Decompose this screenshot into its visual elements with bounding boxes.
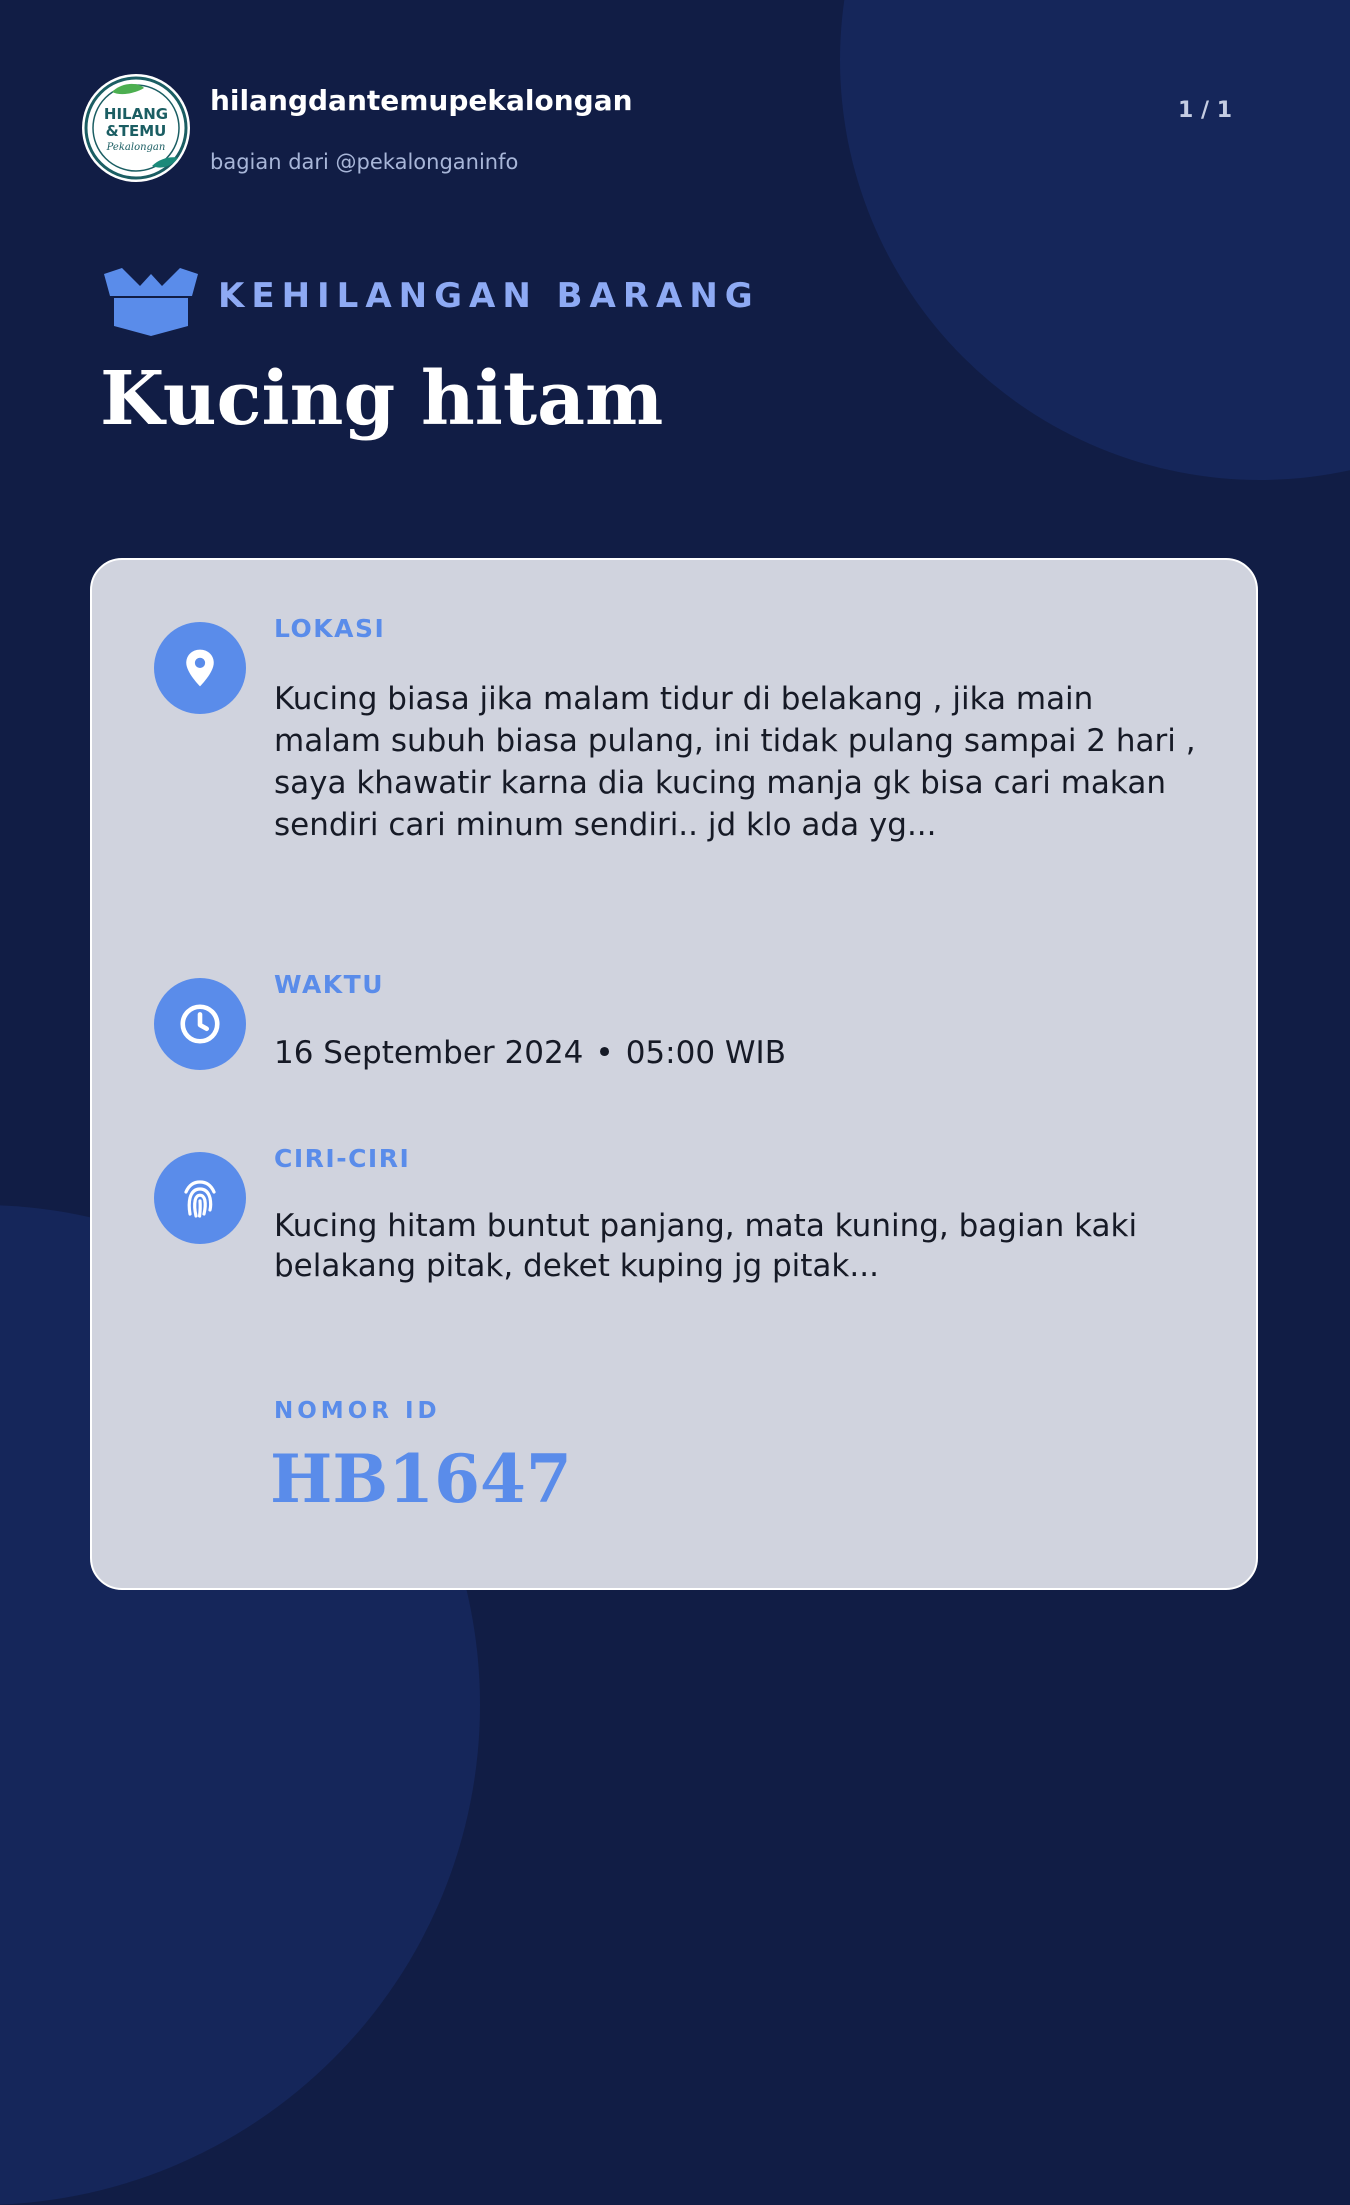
traits-icon-badge (154, 1152, 246, 1244)
traits-value: Kucing hitam buntut panjang, mata kuning, bagian kaki belakang pitak, deket kuping jg pitak... (274, 1208, 1138, 1284)
account-subline: bagian dari @pekalonganinfo (210, 150, 519, 174)
location-icon-badge (154, 622, 246, 714)
time-icon-badge (154, 978, 246, 1070)
time-value (274, 1032, 1204, 1074)
clock-icon (177, 1001, 223, 1047)
hilang-temu-logo (82, 74, 190, 182)
time-hour: 05:00 WIB (625, 1035, 786, 1071)
logo-line-1: HILANG (103, 105, 169, 123)
post-header (82, 74, 1262, 184)
details-card (90, 558, 1258, 1590)
category-label: KEHILANGAN BARANG (218, 276, 760, 316)
page-indicator: 1 / 1 (1178, 98, 1232, 123)
account-username[interactable]: hilangdantemupekalongan (210, 84, 633, 117)
page-title: Kucing hitam (100, 356, 664, 442)
location-pin-icon (178, 646, 222, 690)
box-icon (104, 266, 198, 336)
logo-line-2: &TEMU (105, 122, 167, 140)
background-circle-top (840, 0, 1350, 480)
fingerprint-icon (176, 1174, 224, 1222)
time-separator: • (595, 1035, 614, 1071)
traits-label: CIRI-CIRI (274, 1144, 411, 1173)
location-label: LOKASI (274, 614, 386, 643)
time-label: WAKTU (274, 970, 385, 999)
location-value: Kucing biasa jika malam tidur di belakang , jika main malam subuh biasa pulang, ini tidak pulang sampai 2 hari , saya khawatir karna dia kucing manja gk bisa cari makan sendiri cari minum sendiri.. jd klo ada yg... (274, 681, 1196, 843)
avatar[interactable] (82, 74, 190, 182)
id-value: HB1647 (270, 1440, 572, 1518)
logo-line-3: Pekalongan (106, 142, 166, 153)
id-label: NOMOR ID (274, 1398, 441, 1424)
time-date: 16 September 2024 (274, 1035, 584, 1071)
